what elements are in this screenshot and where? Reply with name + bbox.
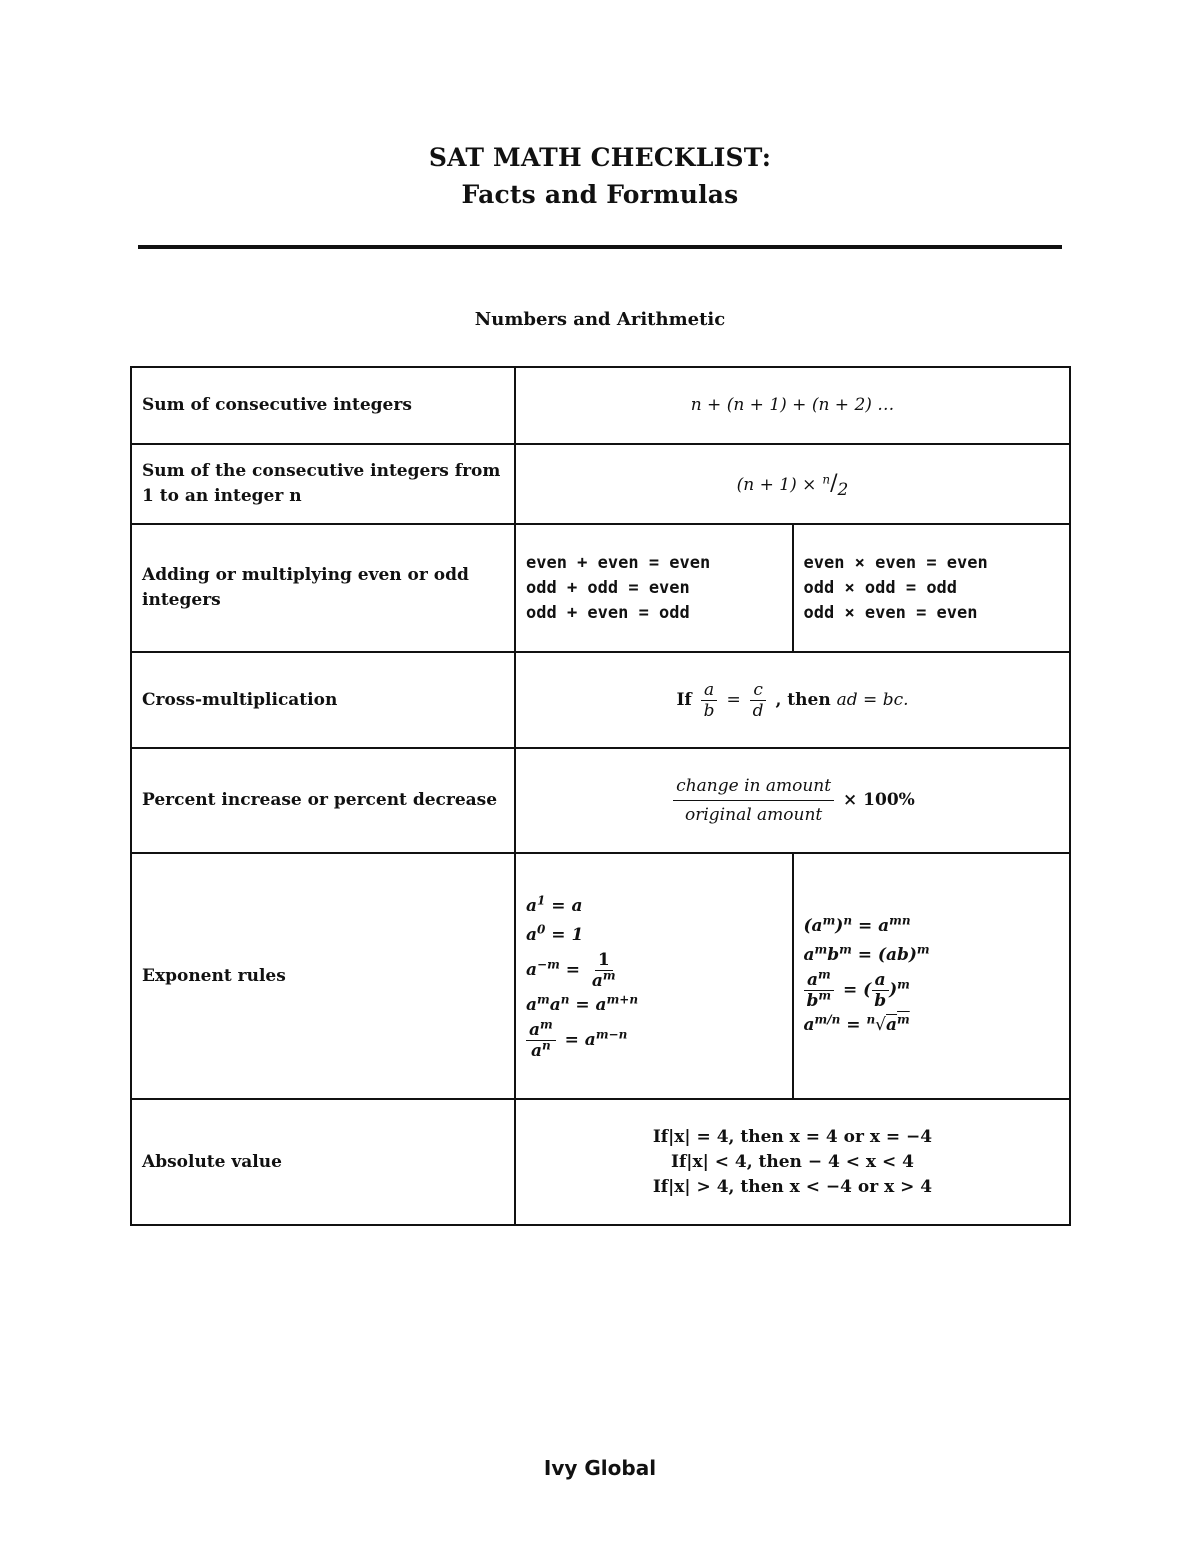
brand-footer: Ivy Global <box>543 1456 657 1480</box>
parity-add-cell <box>515 524 793 652</box>
consecutive-sum-formula: n + (n + 1) + (n + 2) … <box>690 395 895 415</box>
row-label: Adding or multiplying even or odd integers <box>131 524 515 652</box>
formula-cell <box>515 1099 1070 1225</box>
table-row <box>131 367 1070 444</box>
row-label: Sum of consecutive integers <box>131 367 515 444</box>
formula-cell <box>515 367 1070 444</box>
row-label: Cross-multiplication <box>131 652 515 748</box>
if-word: If <box>676 689 692 710</box>
fraction-denominator: 2 <box>837 479 849 500</box>
page-title: SAT MATH CHECKLIST: <box>428 143 772 172</box>
formula-cell <box>515 652 1070 748</box>
fraction-numerator: n <box>822 471 831 486</box>
equals-sign: = <box>726 689 741 710</box>
parity-mult-line: odd × odd = odd <box>803 577 958 598</box>
parity-add-line: odd + even = odd <box>526 602 690 623</box>
fraction-c-d: $\frac{c}{d}$ <box>750 680 767 721</box>
exponent-rule: $a^{-m}$ = $\frac{1}{a^m}$ <box>526 949 616 991</box>
parity-add-line: even + even = even <box>526 552 711 573</box>
exponent-rule: $a^mb^m = (ab)^m$ <box>803 942 930 965</box>
table-row <box>131 444 1070 524</box>
exponent-rule: $a^1 = a$ <box>526 892 583 916</box>
parity-add-line: odd + odd = even <box>526 577 690 598</box>
page-subtitle: Facts and Formulas <box>461 180 739 209</box>
absolute-value-line: If|x| > 4, then x < −4 or x > 4 <box>652 1176 933 1197</box>
exponent-rule: $\frac{a^m}{b^m}$ = ( $\frac{a}{b}$ )$^m$ <box>804 970 1060 1011</box>
table-row <box>131 1099 1070 1225</box>
table-row <box>131 652 1070 748</box>
percent-fraction: $\frac{\text{change in amount}}{\text{original amount}}$ <box>673 772 834 829</box>
exponent-rules-left <box>515 853 793 1099</box>
table-row <box>131 853 1070 1099</box>
formula-cell <box>515 444 1070 524</box>
exponent-rules-right <box>793 853 1071 1099</box>
consecutive-n-formula: (n + 1) × <box>736 474 817 495</box>
exponent-rule: $a^0 = 1$ <box>526 921 584 945</box>
fraction-a-b: $\frac{a}{b}$ <box>701 680 718 721</box>
percent-multiplier: × 100% <box>843 790 915 810</box>
absolute-value-line: If|x| < 4, then − 4 < x < 4 <box>671 1151 914 1172</box>
exponent-rule: $a^{m/n} = ^n√a^m$ <box>803 1012 910 1035</box>
row-label: Exponent rules <box>131 853 515 1099</box>
absolute-value-line: If|x| = 4, then x = 4 or x = −4 <box>652 1126 933 1147</box>
row-label: Sum of the consecutive integers from 1 to an integer n <box>131 444 515 524</box>
exponent-rule: $\frac{a^m}{a^n}$ = $a^{m-n}$ <box>526 1020 782 1061</box>
table-row <box>131 524 1070 652</box>
fraction-slash: / <box>830 470 838 496</box>
formula-cell <box>515 748 1070 853</box>
title-divider <box>138 245 1062 249</box>
parity-mult-line: even × even = even <box>803 552 988 573</box>
parity-mult-line: odd × even = even <box>803 602 978 623</box>
then-word: , then <box>775 689 831 710</box>
section-title: Numbers and Arithmetic <box>474 309 726 330</box>
exponent-rule: $(a^m)^n = a^{mn}$ <box>803 913 911 936</box>
row-label: Percent increase or percent decrease <box>131 748 515 853</box>
parity-mult-cell <box>793 524 1071 652</box>
exponent-rule: $a^ma^n = a^{m+n}$ <box>526 991 639 1015</box>
cross-mult-result: ad = bc. <box>836 689 909 710</box>
formula-table <box>130 366 1071 1226</box>
table-row <box>131 748 1070 853</box>
row-label: Absolute value <box>131 1099 515 1225</box>
